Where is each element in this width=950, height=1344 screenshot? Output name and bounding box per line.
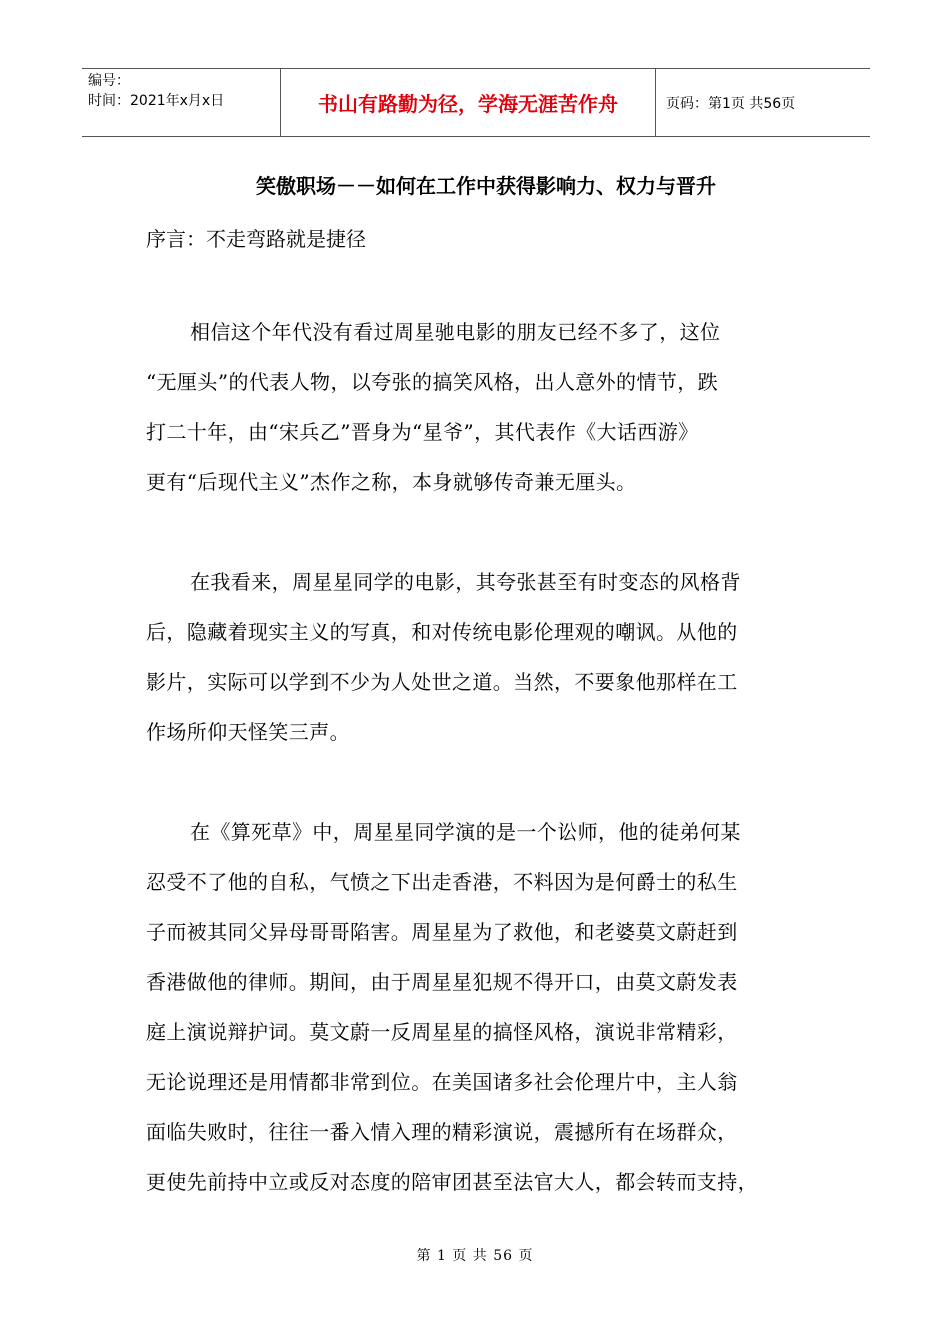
document-time-label: 时间：2021年x月x日 [88,93,225,109]
paragraph-line: 子而被其同父异母哥哥陷害。周星星为了救他，和老婆莫文蔚赶到 [146,920,738,944]
paragraph-line: 忍受不了他的自私，气愤之下出走香港，不料因为是何爵士的私生 [146,870,738,894]
paragraph-line: 在《算死草》中，周星星同学演的是一个讼师，他的徒弟何某 [190,820,741,844]
paragraph [146,307,826,507]
paragraph-line: 影片，实际可以学到不少为人处世之道。当然，不要象他那样在工 [146,670,738,694]
paragraph-line: 后，隐藏着现实主义的写真，和对传统电影伦理观的嘲讽。从他的 [146,620,738,644]
header-page-info: 页码：第1页 共56页 [666,95,796,112]
paragraph-line: 打二十年，由“宋兵乙”晋身为“星爷”，其代表作《大话西游》 [146,420,699,444]
paragraph-line: 香港做他的律师。期间，由于周星星犯规不得开口，由莫文蔚发表 [146,970,738,994]
preface-heading: 序言：不走弯路就是捷径 [146,227,366,251]
paragraph-line: “无厘头”的代表人物，以夸张的搞笑风格，出人意外的情节，跌 [146,370,719,394]
page-header [82,68,870,137]
document-title: 笑傲职场－－如何在工作中获得影响力、权力与晋升 [256,174,716,198]
paragraph-line: 在我看来，周星星同学的电影，其夸张甚至有时变态的风格背 [190,570,741,594]
paragraph [146,557,826,757]
paragraph-line: 更使先前持中立或反对态度的陪审团甚至法官大人，都会转而支持， [146,1170,758,1194]
paragraph [146,807,826,1207]
paragraph-line: 相信这个年代没有看过周星驰电影的朋友已经不多了，这位 [190,320,721,344]
page-footer: 第 1 页 共 56 页 [416,1248,534,1264]
paragraph-line: 庭上演说辩护词。莫文蔚一反周星星的搞怪风格，演说非常精彩， [146,1020,738,1044]
paragraph-line: 更有“后现代主义”杰作之称，本身就够传奇兼无厘头。 [146,470,637,494]
document-number-label: 编号： [88,73,130,89]
paragraph-line: 面临失败时，往往一番入情入理的精彩演说，震撼所有在场群众， [146,1120,738,1144]
paragraph-line: 无论说理还是用情都非常到位。在美国诸多社会伦理片中，主人翁 [146,1070,738,1094]
header-motto: 书山有路勤为径，学海无涯苦作舟 [281,69,656,136]
header-meta [82,69,281,136]
paragraph-line: 作场所仰天怪笑三声。 [146,720,350,744]
